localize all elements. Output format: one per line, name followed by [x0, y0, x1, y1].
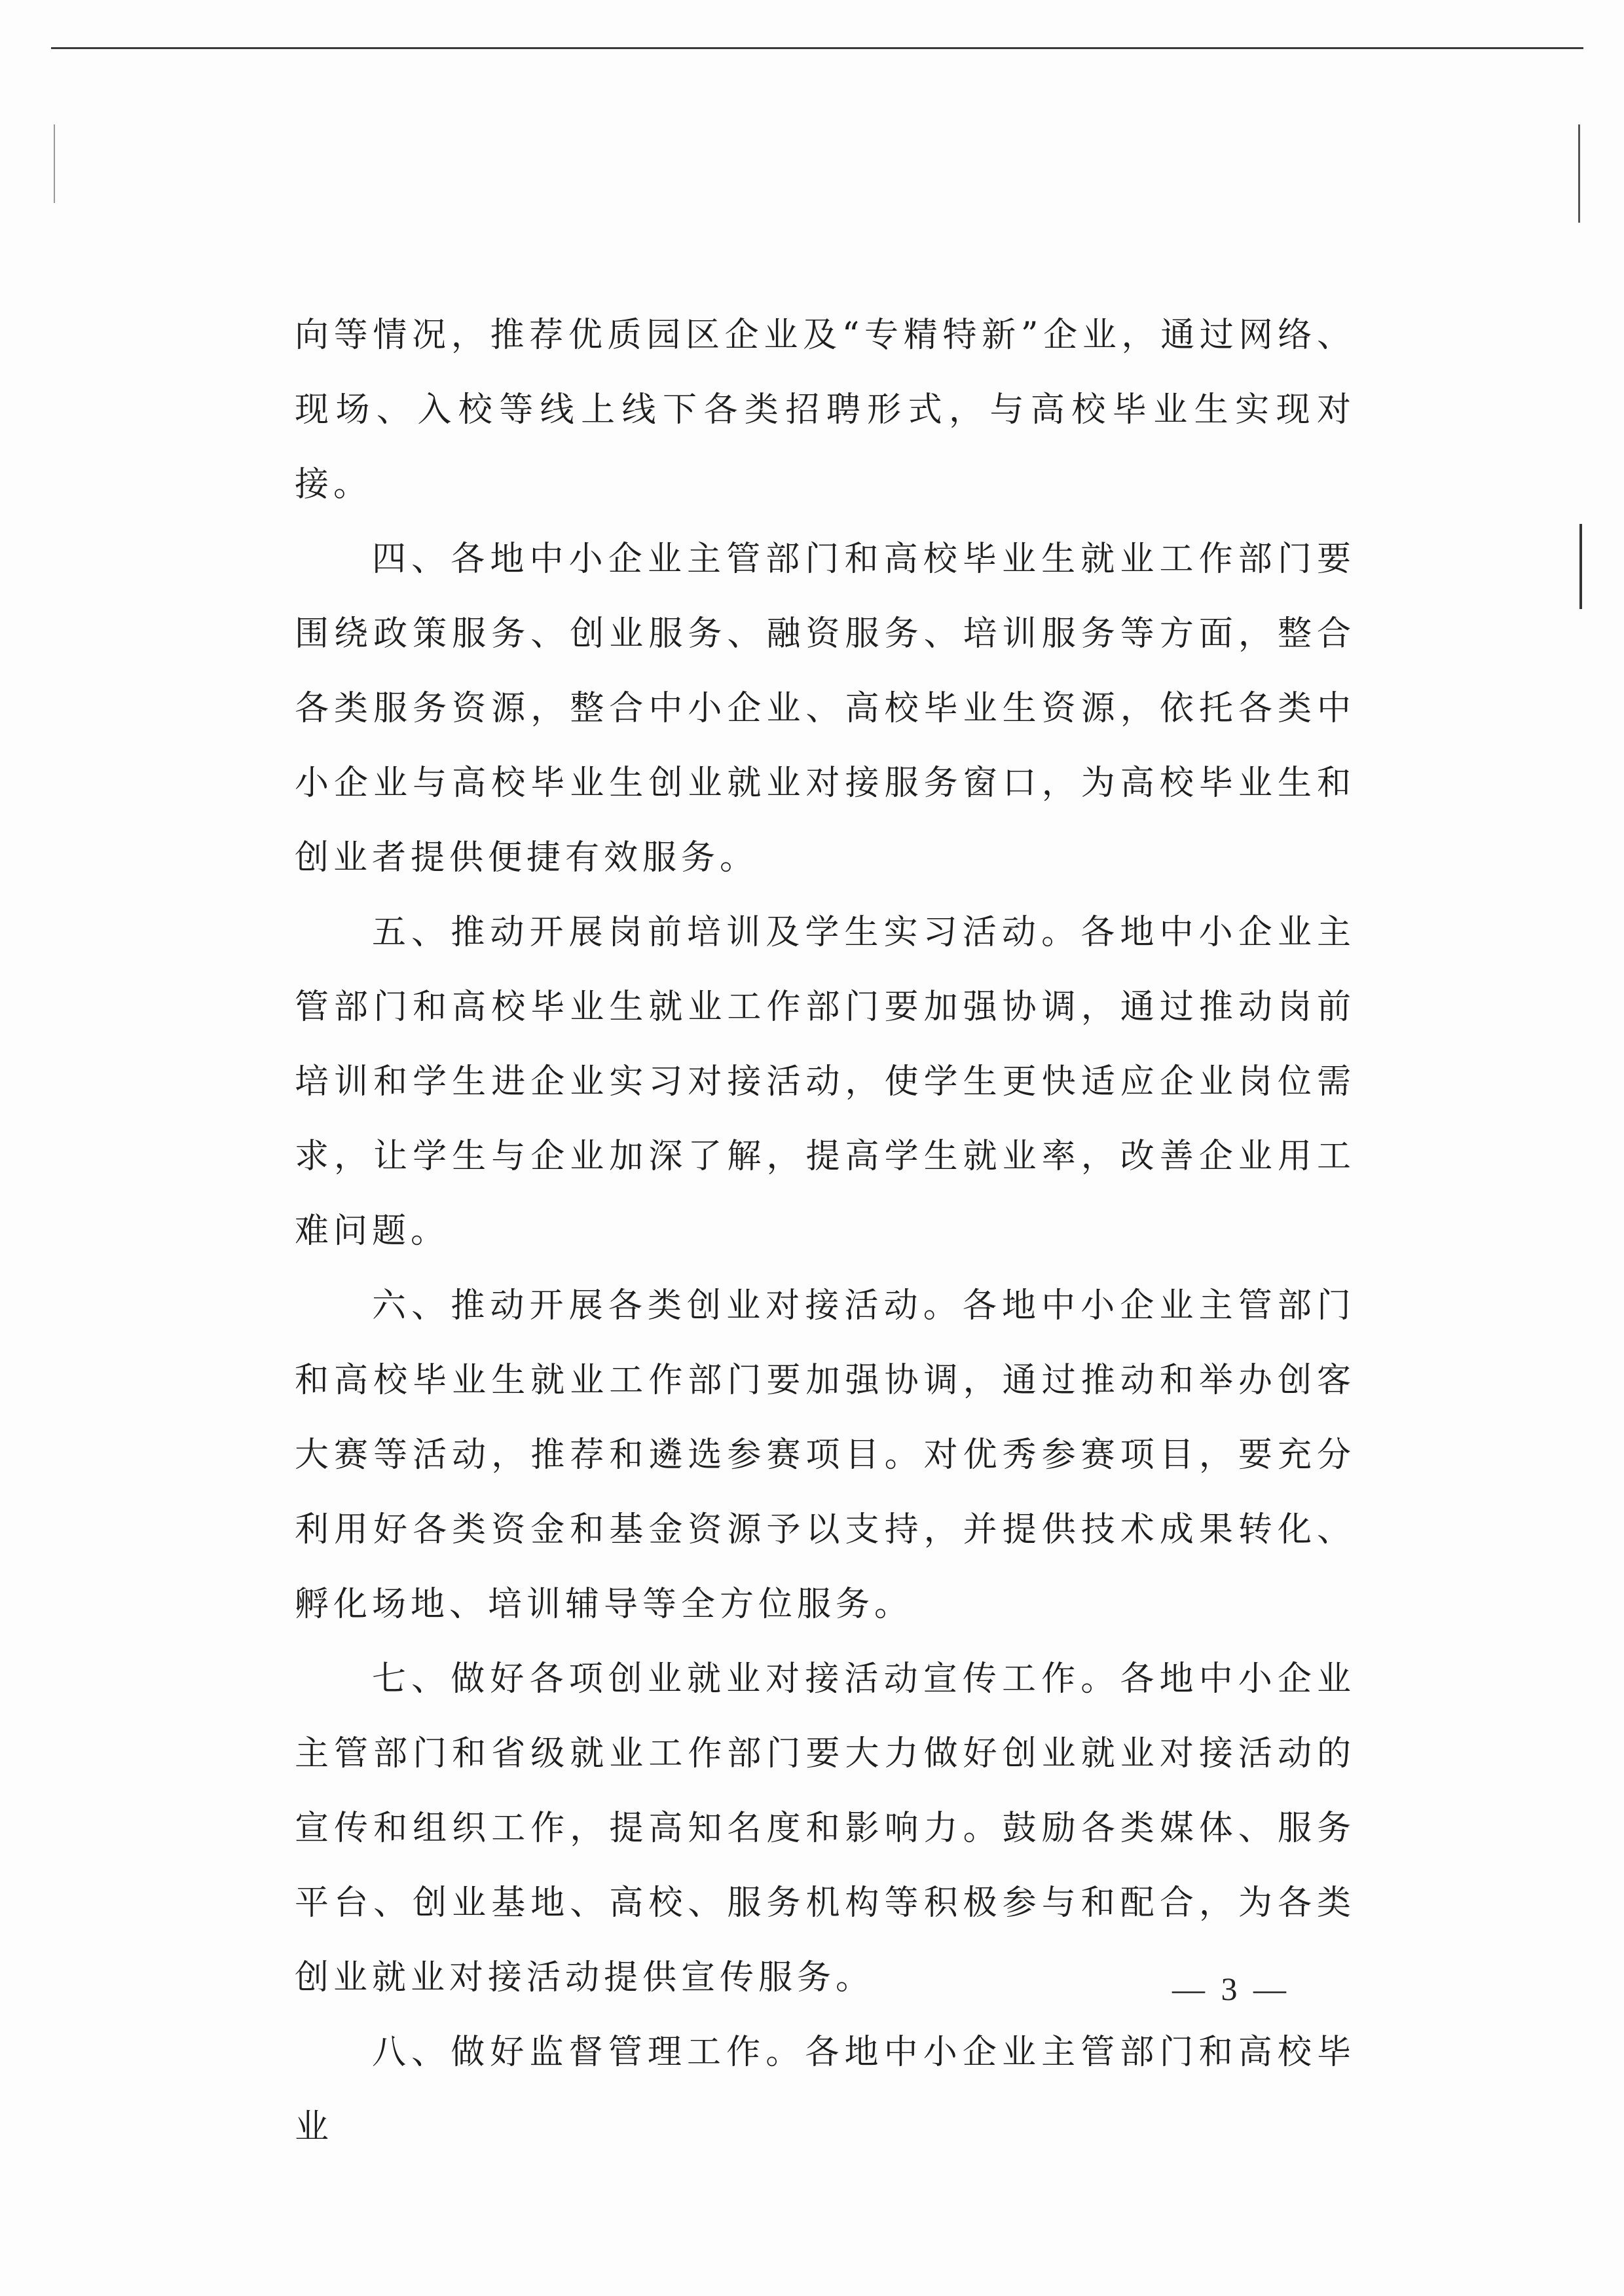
paragraph-section-8: 八、做好监督管理工作。各地中小企业主管部门和高校毕业 [295, 2033, 1356, 2147]
page-number: — 3 — [1172, 1971, 1290, 2007]
paragraph-section-4: 四、各地中小企业主管部门和高校毕业生就业工作部门要围绕政策服务、创业服务、融资服务、培训服务等方面，整合各类服务资源，整合中小企业、高校毕业生资源，依托各类中小企业与高校毕业生创业就业对接服务窗口，为高校毕业生和创业者提供便捷有效服务。 [295, 540, 1356, 878]
paragraph-section-6: 六、推动开展各类创业对接活动。各地中小企业主管部门和高校毕业生就业工作部门要加强协调，通过推动和举办创客大赛等活动，推荐和遴选参赛项目。对优秀参赛项目，要充分利用好各类资金和基金资源予以支持，并提供技术成果转化、孵化场地、培训辅导等全方位服务。 [295, 1286, 1356, 1624]
document-body [295, 298, 1356, 2164]
paragraph-section-5: 五、推动开展岗前培训及学生实习活动。各地中小企业主管部门和高校毕业生就业工作部门要加强协调，通过推动岗前培训和学生进企业实习对接活动，使学生更快适应企业岗位需求，让学生与企业加深了解，提高学生就业率，改善企业用工难问题。 [295, 913, 1356, 1251]
paragraph-section-7: 七、做好各项创业就业对接活动宣传工作。各地中小企业主管部门和省级就业工作部门要大力做好创业就业对接活动的宣传和组织工作，提高知名度和影响力。鼓励各类媒体、服务平台、创业基地、高校、服务机构等积极参与和配合，为各类创业就业对接活动提供宣传服务。 [295, 1659, 1356, 1997]
scan-margin-mark [1579, 524, 1582, 609]
scan-margin-mark [1578, 124, 1580, 223]
scan-margin-mark [54, 124, 55, 203]
paragraph-continuation: 向等情况，推荐优质园区企业及“专精特新”企业，通过网络、现场、入校等线上线下各类招聘形式，与高校毕业生实现对接。 [295, 316, 1356, 504]
header-rule [51, 47, 1583, 49]
